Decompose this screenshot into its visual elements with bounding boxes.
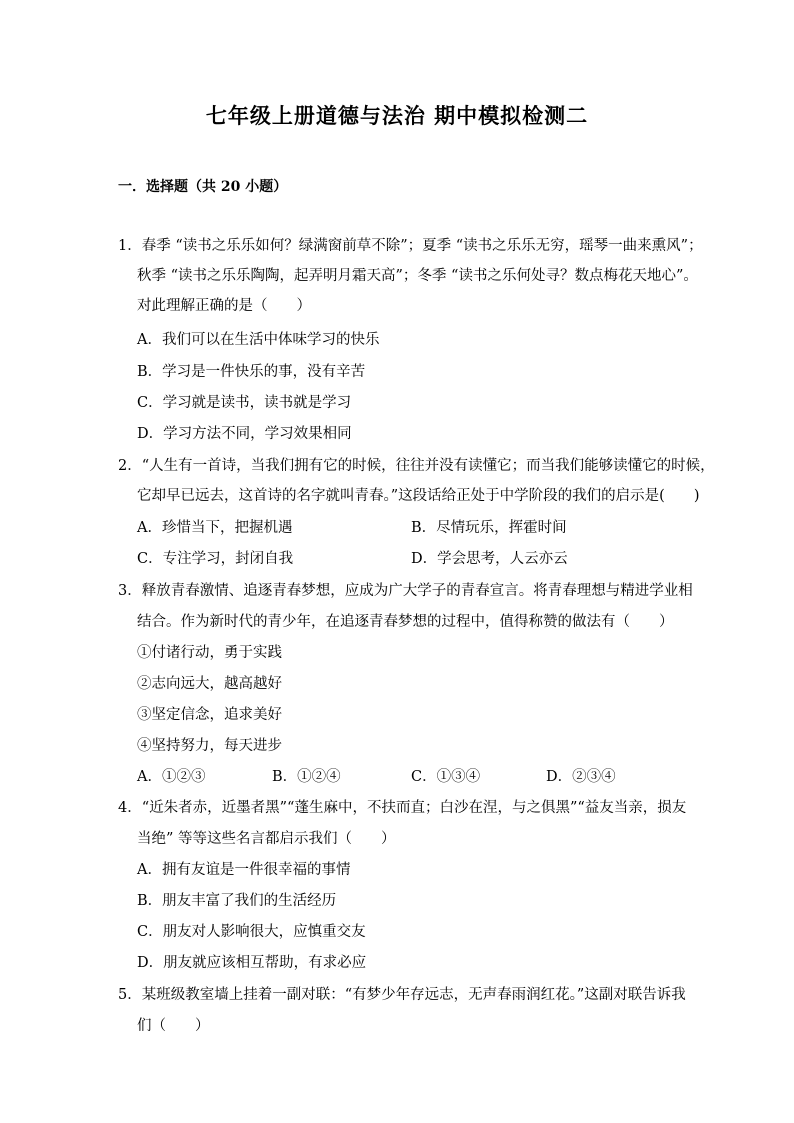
q3-option-c: C．①③④ [411, 769, 481, 785]
q1-option-c: C．学习就是读书，读书就是学习 [137, 395, 352, 411]
q4-option-c: C．朋友对人影响很大，应慎重交友 [137, 924, 366, 940]
q1-stem-line-1: 1．春季 “读书之乐乐如何？绿满窗前草不除”；夏季 “读书之乐乐无穷，瑶琴一曲来熏风”； [118, 238, 703, 254]
q3-statement-4: ④坚持努力，每天进步 [137, 738, 282, 754]
q2-option-b: B．尽情玩乐，挥霍时间 [411, 520, 567, 536]
q4-option-d: D．朋友就应该相互帮助，有求必应 [137, 955, 367, 971]
q5-stem-line-2: 们（ ） [137, 1018, 210, 1034]
q3-option-a: A．①②③ [137, 769, 206, 785]
q1-option-a: A．我们可以在生活中体味学习的快乐 [137, 332, 380, 348]
q1-option-d: D．学习方法不同，学习效果相同 [137, 426, 352, 442]
section-heading: 一．选择题（共 20 小题） [118, 179, 288, 195]
q3-stem-line-2: 结合。作为新时代的青少年，在追逐青春梦想的过程中，值得称赞的做法有（ ） [137, 614, 674, 630]
q3-option-d: D．②③④ [546, 769, 616, 785]
q3-statement-3: ③坚定信念，追求美好 [137, 707, 282, 723]
q3-stem-line-1: 3．释放青春激情、追逐青春梦想，应成为广大学子的青春宣言。将青春理想与精进学业相 [118, 583, 693, 599]
q1-option-b: B．学习是一件快乐的事，没有辛苦 [137, 364, 366, 380]
q1-stem-line-3: 对此理解正确的是（ ） [137, 298, 311, 314]
q4-stem-line-1: 4．“近朱者赤，近墨者黑”“蓬生麻中，不扶而直；白沙在涅，与之俱黑”“益友当亲，损友 [118, 800, 687, 816]
q2-stem-line-1: 2．“人生有一首诗，当我们拥有它的时候，往往并没有读懂它；而当我们能够读懂它的时候， [118, 458, 715, 474]
page-title: 七年级上册道德与法治 期中模拟检测二 [205, 103, 589, 128]
q1-stem-line-2: 秋季 “读书之乐乐陶陶，起弄明月霜天高”；冬季 “读书之乐何处寻？数点梅花天地心”。 [137, 268, 698, 284]
q3-statement-2: ②志向远大，越高越好 [137, 676, 282, 692]
q2-option-a: A．珍惜当下，把握机遇 [137, 520, 293, 536]
q3-statement-1: ①付诸行动，勇于实践 [137, 645, 282, 661]
q4-option-b: B．朋友丰富了我们的生活经历 [137, 893, 337, 909]
q2-stem-line-2: 它却早已远去，这首诗的名字就叫青春。”这段话给正处于中学阶段的我们的启示是( ) [137, 488, 700, 504]
q4-option-a: A．拥有友谊是一件很幸福的事情 [137, 862, 351, 878]
q4-stem-line-2: 当绝” 等等这些名言都启示我们（ ） [137, 831, 396, 847]
q3-option-b: B．①②④ [272, 769, 341, 785]
q2-option-d: D．学会思考，人云亦云 [411, 551, 568, 567]
q5-stem-line-1: 5．某班级教室墙上挂着一副对联：“有梦少年存远志，无声春雨润红花。”这副对联告诉我 [118, 987, 686, 1003]
q2-option-c: C．专注学习，封闭自我 [137, 551, 294, 567]
